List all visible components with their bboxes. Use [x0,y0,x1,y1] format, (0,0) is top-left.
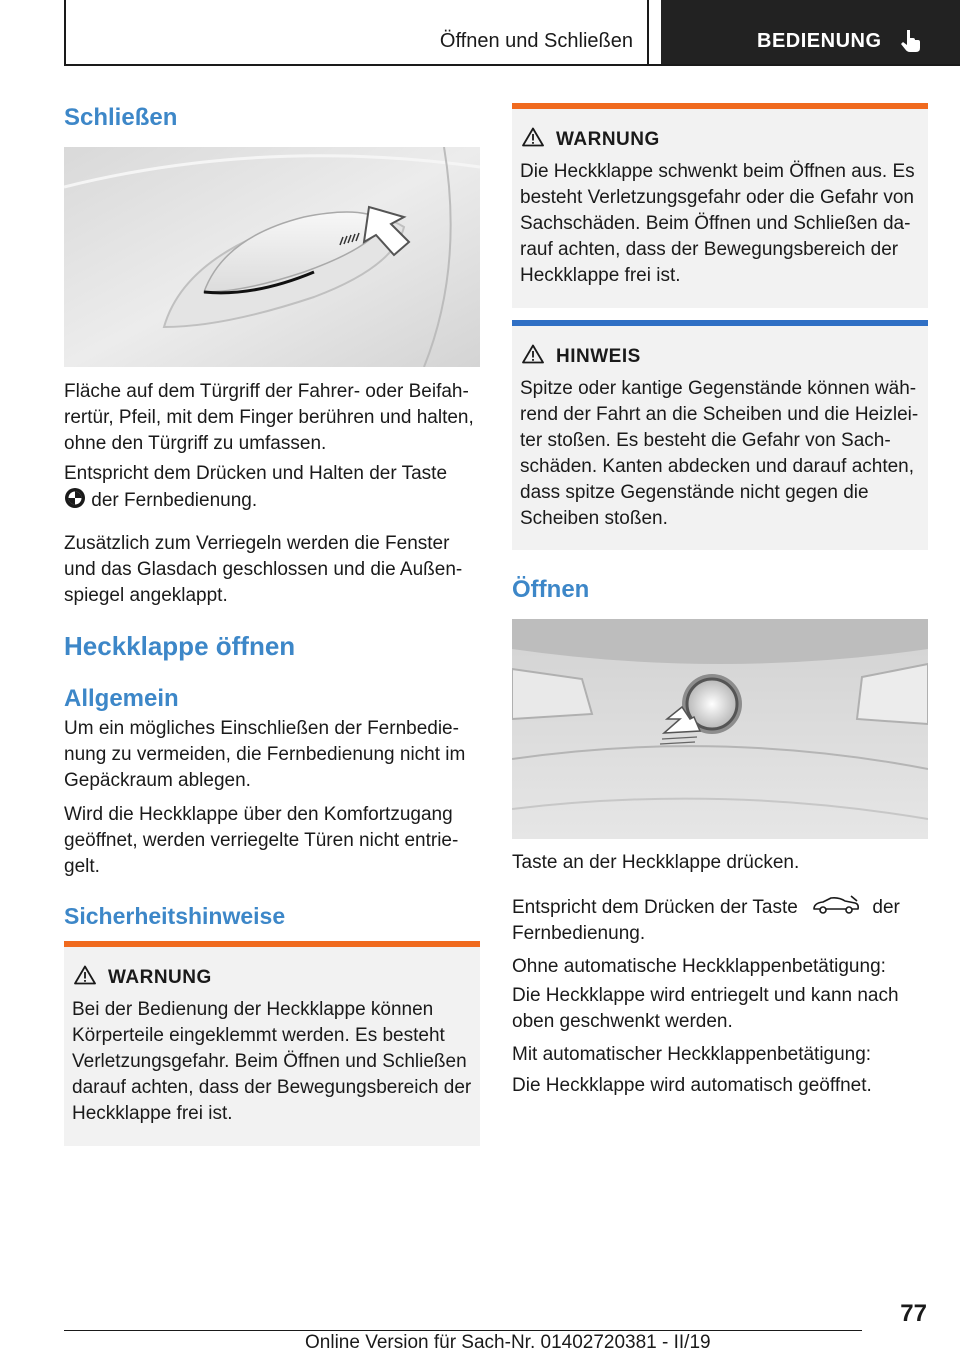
warning-box-2 [512,103,928,308]
paragraph-oeffnen-1: Taste an der Heckklappe drücken. [512,852,800,873]
hint-box-text: Spitze oder kantige Gegenstände können während der Fahrt an die Scheiben und die Heizleiter stoßen. Es besteht die Gefahr von Sachschäden. Kanten abdecken und darauf achten, dass spitze Gegenstände nicht gegen die Scheiben stoßen. [520,378,919,529]
heading-schliessen: Schließen [64,104,178,131]
paragraph-oeffnen-4: Die Heckklappe wird entriegelt und kann nach oben geschwenkt werden. [512,985,899,1032]
paragraph-allgemein-1: Um ein mögliches Einschließen der Fernbedienung zu vermeiden, die Fernbedienung nicht im Gepäckraum ablegen. [64,718,466,791]
paragraph-oeffnen-2-suffix: der [872,897,900,918]
header-chapter-tab [661,0,960,64]
header-chapter-title: BEDIENUNG [757,30,882,52]
pointing-hand-icon [898,27,924,53]
paragraph-oeffnen-2-text: Entspricht dem Drücken der Taste [512,897,798,918]
tailgate-illustration [512,619,928,839]
hint-box-bar [512,320,928,326]
paragraph-schliessen-3: Zusätzlich zum Verriegeln werden die Fenster und das Glasdach geschlossen und die Außenspiegel angeklappt. [64,533,463,606]
header-section-tab [64,0,649,64]
paragraph-schliessen-2 [64,461,480,514]
heading-sicherheitshinweise: Sicherheitshinweise [64,903,286,929]
heading-oeffnen: Öffnen [512,576,590,603]
header-rule [64,64,960,66]
paragraph-oeffnen-5: Mit automatischer Heckklappenbetätigung: [512,1044,872,1065]
warning-box-2-bar [512,103,928,109]
footer-online-version: Online Version für Sach-Nr. 01402720381 - II/19 [305,1332,711,1353]
page-number: 77 [900,1300,927,1327]
header-section-title: Öffnen und Schließen [439,30,633,52]
paragraph-oeffnen-2 [512,894,928,947]
tailgate-figure [512,619,928,839]
hint-box [512,320,928,550]
warning-box-1 [64,941,480,1146]
paragraph-allgemein-2: Wird die Heckklappe über den Komfortzugang geöffnet, werden verriegelte Türen nicht entriegelt. [64,804,459,877]
warning-triangle-icon [74,965,96,985]
bmw-logo-icon [64,487,86,509]
warning-box-1-text: Bei der Bedienung der Heckklappe können Körperteile eingeklemmt werden. Es besteht Verletzungsgefahr. Beim Öffnen und Schließen darauf achten, dass der Bewegungsbereich der Heckklappe frei ist. [72,999,472,1124]
warning-triangle-icon [522,344,544,364]
paragraph-oeffnen-6: Die Heckklappe wird automatisch geöffnet. [512,1075,872,1096]
door-handle-illustration [64,147,480,367]
footer-rule [64,1330,862,1331]
paragraph-schliessen-2-text: Entspricht dem Drücken und Halten der Taste [64,463,448,484]
warning-box-1-title: WARNUNG [108,967,212,988]
hint-box-title: HINWEIS [556,346,641,367]
heading-heckklappe-oeffnen: Heckklappe öffnen [64,631,296,661]
paragraph-schliessen-2-suffix: der Fernbedienung. [91,490,258,511]
paragraph-schliessen-1: Fläche auf dem Türgriff der Fahrer- oder Beifahrertür, Pfeil, mit dem Finger berühren und halten, ohne den Türgriff zu umfassen. [64,381,474,454]
door-handle-figure [64,147,480,367]
paragraph-oeffnen-2-end: Fernbedienung. [512,923,646,944]
warning-box-2-text: Die Heckklappe schwenkt beim Öffnen aus. Es besteht Verletzungsgefahr oder die Gefahr von Sachschäden. Beim Öffnen und Schließen darauf achten, dass der Bewegungsbereich der Heckklappe frei ist. [520,161,915,286]
warning-box-1-bar [64,941,480,947]
car-tailgate-icon [811,894,861,916]
warning-box-2-title: WARNUNG [556,129,660,150]
paragraph-oeffnen-3: Ohne automatische Heckklappenbetätigung: [512,956,886,977]
warning-triangle-icon [522,127,544,147]
heading-allgemein: Allgemein [64,685,179,712]
